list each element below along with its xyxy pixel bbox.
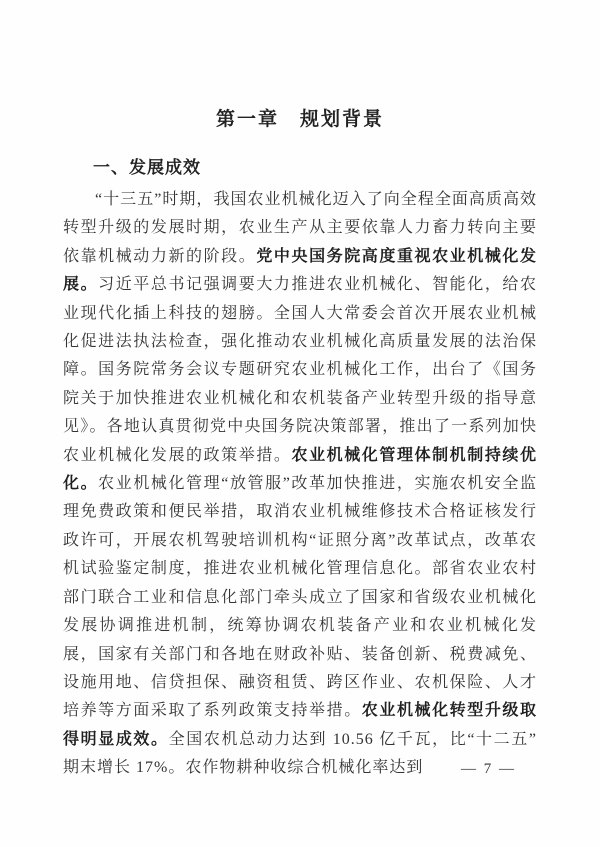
bold-text-segment: 党中央国务院高度重视农业机械化发展。 (63, 247, 537, 294)
chapter-title: 第一章 规划背景 (215, 109, 384, 130)
body-paragraph (63, 186, 537, 783)
text-segment: 农业机械化管理“放管服”改革加快推进，实施农机安全监理免费政策和便民举措，取消农业机械维修技术合格证核发行政许可，开展农机驾驶培训机构“证照分离”改革试点，改革农机试验鉴定制度，推进农业机械化管理信息化。部省农业农村部门联合工业和信息化部门牵头成立了国家和省级农业机械化发展协调推进机制，统筹协调农机装备产业和农业机械化发展，国家有关部门和各地在财政补贴、装备创新、税费减免、设施用地、信贷担保、融资租赁、跨区作业、农机保险、人才培养等方面采取了系列政策支持举措。 (63, 475, 537, 720)
bold-text-segment: 农业机械化转型升级取得明显成效。 (63, 702, 537, 748)
page-number: — 7 — (461, 761, 516, 777)
text-segment: “十三五”时期，我国农业机械化迈入了向全程全面高质高效转型升级的发展时期，农业生产从主要依靠人力畜力转向主要依靠机械动力新的阶段。 (63, 191, 537, 265)
section-heading: 一、发展成效 (93, 158, 201, 177)
text-segment: 习近平总书记强调要大力推进农业机械化、智能化，给农业现代化插上科技的翅膀。全国人大常委会首次开展农业机械化促进法执法检查，强化推动农业机械化高质量发展的法治保障。国务院常务会议专题研究农业机械化工作，出台了《国务院关于加快推进农业机械化和农机装备产业转型升级的指导意见》。各地认真贯彻党中央国务院决策部署，推出了一系列加快农业机械化发展的政策举措。 (63, 276, 537, 464)
text-segment: 全国农机总动力达到 10.56 亿千瓦，比“十二五”期末增长 17%。农作物耕种收综合机械化率达到 (63, 730, 537, 777)
page-content (63, 0, 537, 783)
bold-text-segment: 农业机械化管理体制机制持续优化。 (63, 446, 537, 493)
